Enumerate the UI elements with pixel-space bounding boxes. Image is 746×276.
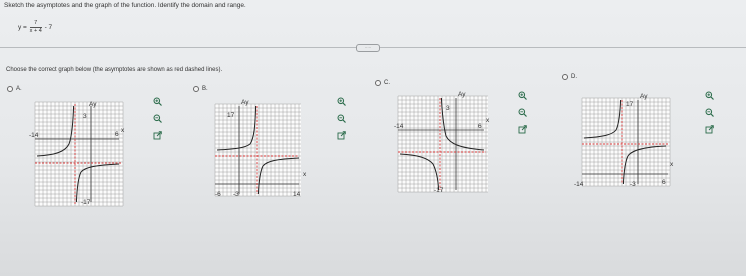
graph-d-y-label: Ay xyxy=(640,93,648,100)
graph-c-grid xyxy=(398,96,488,192)
graph-b-bottom-label: -3 xyxy=(233,191,239,198)
graph-a-left-label: -14 xyxy=(29,132,39,139)
graph-d xyxy=(574,93,674,188)
graph-b xyxy=(215,99,307,198)
question-prompt: Choose the correct graph below (the asymptotes are shown as red dashed lines). xyxy=(6,67,223,73)
option-b[interactable] xyxy=(193,86,208,92)
graph-a xyxy=(29,101,125,206)
option-b-radio[interactable] xyxy=(193,86,199,92)
option-a-label: A. xyxy=(16,86,22,92)
option-d-radio[interactable] xyxy=(562,74,568,80)
graph-c xyxy=(394,91,490,194)
equation xyxy=(18,20,52,35)
graph-c-bottom-label: -17 xyxy=(434,187,444,194)
graph-d-grid xyxy=(582,98,670,186)
popout-icon[interactable] xyxy=(152,130,162,140)
graph-d-left-label: -14 xyxy=(574,181,584,188)
option-c[interactable] xyxy=(375,80,390,86)
popout-icon[interactable] xyxy=(336,130,346,140)
graph-d-right-label: 6 xyxy=(662,179,666,186)
zoom-in-icon[interactable] xyxy=(517,90,527,100)
graph-b-y-label: Ay xyxy=(241,99,249,106)
graph-a-top-label: 3 xyxy=(83,113,87,120)
graph-d-bottom-label: -3 xyxy=(630,181,636,188)
option-d[interactable] xyxy=(562,74,577,80)
graph-c-x-label: x xyxy=(486,117,490,124)
equation-denominator: x + 4 xyxy=(29,28,42,34)
graph-d-top-label: 17 xyxy=(626,101,634,108)
graph-c-y-label: Ay xyxy=(458,91,466,98)
equation-numerator: 7 xyxy=(30,20,42,28)
graph-b-right-label: 14 xyxy=(293,191,301,198)
graph-a-left-branch xyxy=(37,106,74,156)
graph-c-top-label: 3 xyxy=(446,105,450,112)
graph-c-left-label: -14 xyxy=(394,123,404,130)
instructions: Sketch the asymptotes and the graph of the function. Identify the domain and range. xyxy=(4,2,246,9)
graph-a-x-label: x xyxy=(121,127,125,134)
zoom-in-icon[interactable] xyxy=(336,96,346,106)
zoom-out-icon[interactable] xyxy=(704,107,714,117)
graph-d-left-branch xyxy=(584,100,621,138)
popout-icon[interactable] xyxy=(704,124,714,134)
graph-d-right-branch xyxy=(623,146,666,184)
popout-icon[interactable] xyxy=(517,124,527,134)
graph-a-right-label: 6 xyxy=(115,131,119,138)
option-c-label: C. xyxy=(384,80,390,86)
equation-lhs: y = xyxy=(18,24,27,32)
graph-d-tools xyxy=(704,90,714,134)
option-c-radio[interactable] xyxy=(375,80,381,86)
graph-a-y-label: Ay xyxy=(89,101,97,108)
graph-c-tools xyxy=(517,90,527,134)
expand-divider-button[interactable]: ····· xyxy=(356,44,380,52)
graph-a-bottom-label: -17 xyxy=(81,199,91,206)
zoom-in-icon[interactable] xyxy=(152,96,162,106)
zoom-out-icon[interactable] xyxy=(152,113,162,123)
graph-a-right-branch xyxy=(76,164,119,202)
graph-b-x-label: x xyxy=(303,171,307,178)
graph-b-tools xyxy=(336,96,346,140)
option-a[interactable] xyxy=(7,86,22,92)
graph-c-right-label: 6 xyxy=(478,123,482,130)
zoom-out-icon[interactable] xyxy=(336,113,346,123)
equation-fraction xyxy=(30,20,42,35)
option-b-label: B. xyxy=(202,86,208,92)
zoom-in-icon[interactable] xyxy=(704,90,714,100)
graph-d-x-label: x xyxy=(670,161,674,168)
option-a-radio[interactable] xyxy=(7,86,13,92)
graph-a-grid xyxy=(35,102,123,206)
graph-b-left-label: -6 xyxy=(215,191,221,198)
graph-b-top-label: 17 xyxy=(227,112,235,119)
option-d-label: D. xyxy=(571,74,577,80)
graph-a-tools xyxy=(152,96,162,140)
zoom-out-icon[interactable] xyxy=(517,107,527,117)
equation-tail: - 7 xyxy=(44,24,53,32)
